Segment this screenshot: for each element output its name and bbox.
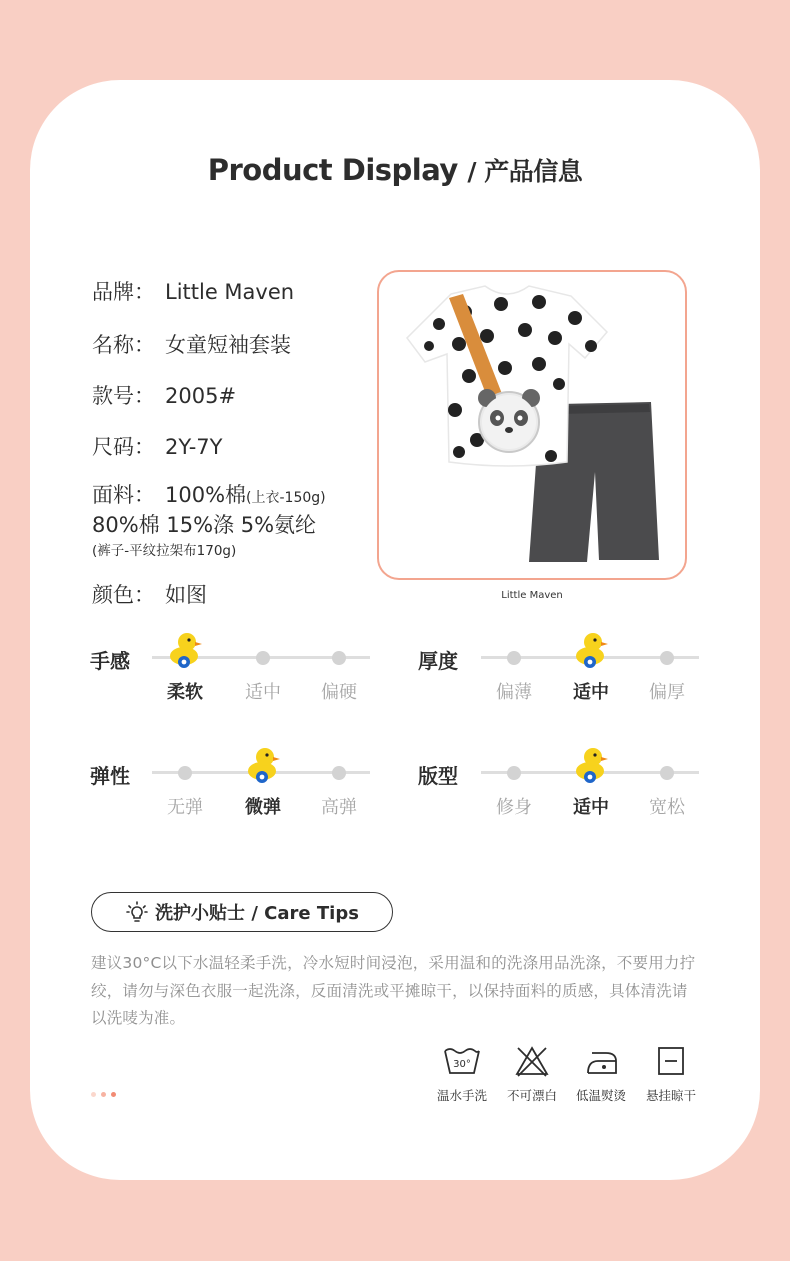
spec-fabric-line2: 80%棉 15%涤 5%氨纶 [92,513,317,537]
scale-dot [332,651,346,665]
scale-option-elasticity-2: 高弹 [321,797,357,818]
scale-dot [660,766,674,780]
scale-option-thickness-2: 偏厚 [649,682,685,703]
page-indicator [91,1092,116,1097]
title-main: Product Display [207,153,458,187]
spec-color-key: 颜色： [92,583,155,607]
outfit-illustration [379,272,685,578]
scale-option-fit-2: 宽松 [649,797,685,818]
page-dot-3 [111,1092,116,1097]
scale-dot [178,766,192,780]
spec-name [92,329,291,359]
scale-option-elasticity-1: 微弹 [245,797,281,818]
spec-size-key: 尺码： [92,435,155,459]
product-photo [377,270,687,580]
spec-model [92,380,236,410]
spec-name-key: 名称： [92,333,155,357]
duck-marker-icon [246,745,280,783]
scale-option-hand_feel-2: 偏硬 [321,682,357,703]
scale-dot [660,651,674,665]
low-iron-icon [582,1045,620,1077]
duck-marker-icon [574,745,608,783]
page-dot-1 [91,1092,96,1097]
spec-fabric [92,479,326,509]
photo-caption: Little Maven [501,590,563,601]
care-tips-label: 洗护小贴士 / Care Tips [155,903,359,924]
spec-model-value: 2005# [165,384,237,408]
duck-marker-icon [574,630,608,668]
spec-color-value: 如图 [165,583,207,607]
care-tips-text: 建议30°C以下水温轻柔手洗，冷水短时间浸泡，采用温和的洗涤用品洗涤，不要用力拧绞，请勿与深色衣服一起洗涤，反面清洗或平摊晾干，以保持面料的质感，具体清洗请以洗唛为准。 [91,954,696,1027]
care-label-no-bleach: 不可漂白 [506,1088,557,1103]
care-item-low-iron [566,1045,636,1104]
scale-label-thickness: 厚度 [418,649,458,673]
scale-option-fit-1: 适中 [573,797,609,818]
duck-marker-icon [168,630,202,668]
wash-temp: 30° [453,1059,471,1070]
spec-model-key: 款号： [92,384,155,408]
lightbulb-icon [125,900,149,924]
scale-dot [507,651,521,665]
spec-brand [92,276,294,306]
title-sub: / 产品信息 [467,157,583,186]
scale-label-hand_feel: 手感 [90,649,130,673]
scale-option-elasticity-0: 无弹 [167,797,203,818]
spec-color [92,579,207,609]
no-bleach-icon [515,1045,549,1077]
scale-option-fit-0: 修身 [496,797,532,818]
hand-wash-30-icon [442,1045,482,1077]
scale-option-hand_feel-1: 适中 [245,682,281,703]
spec-name-value: 女童短袖套装 [165,333,291,357]
scale-dot [332,766,346,780]
spec-fabric-key: 面料： [92,483,155,507]
spec-brand-value: Little Maven [165,280,295,304]
scale-label-fit: 版型 [418,764,458,788]
care-label-hand-wash: 温水手洗 [436,1088,487,1103]
spec-size-value: 2Y-7Y [165,435,223,459]
scale-option-hand_feel-0: 柔软 [167,682,203,703]
page-dot-2 [101,1092,106,1097]
care-item-no-bleach [497,1045,567,1104]
spec-fabric-line3: (裤子-平纹拉架布170g) [92,543,237,559]
spec-fabric-note: (上衣-150g) [246,490,326,506]
care-item-hand-wash [427,1045,497,1104]
scale-dot [256,651,270,665]
care-tips-pill [91,892,393,932]
scale-option-thickness-0: 偏薄 [496,682,532,703]
care-item-line-dry [636,1045,706,1104]
care-label-line-dry: 悬挂晾干 [645,1088,696,1103]
scale-label-elasticity: 弹性 [90,764,130,788]
care-label-low-iron: 低温熨烫 [575,1088,626,1103]
spec-brand-key: 品牌： [92,280,155,304]
scale-dot [507,766,521,780]
spec-size [92,431,222,461]
page-title [0,152,790,188]
line-dry-icon [656,1045,686,1077]
spec-fabric-value: 100%棉 [165,483,247,507]
scale-option-thickness-1: 适中 [573,682,609,703]
